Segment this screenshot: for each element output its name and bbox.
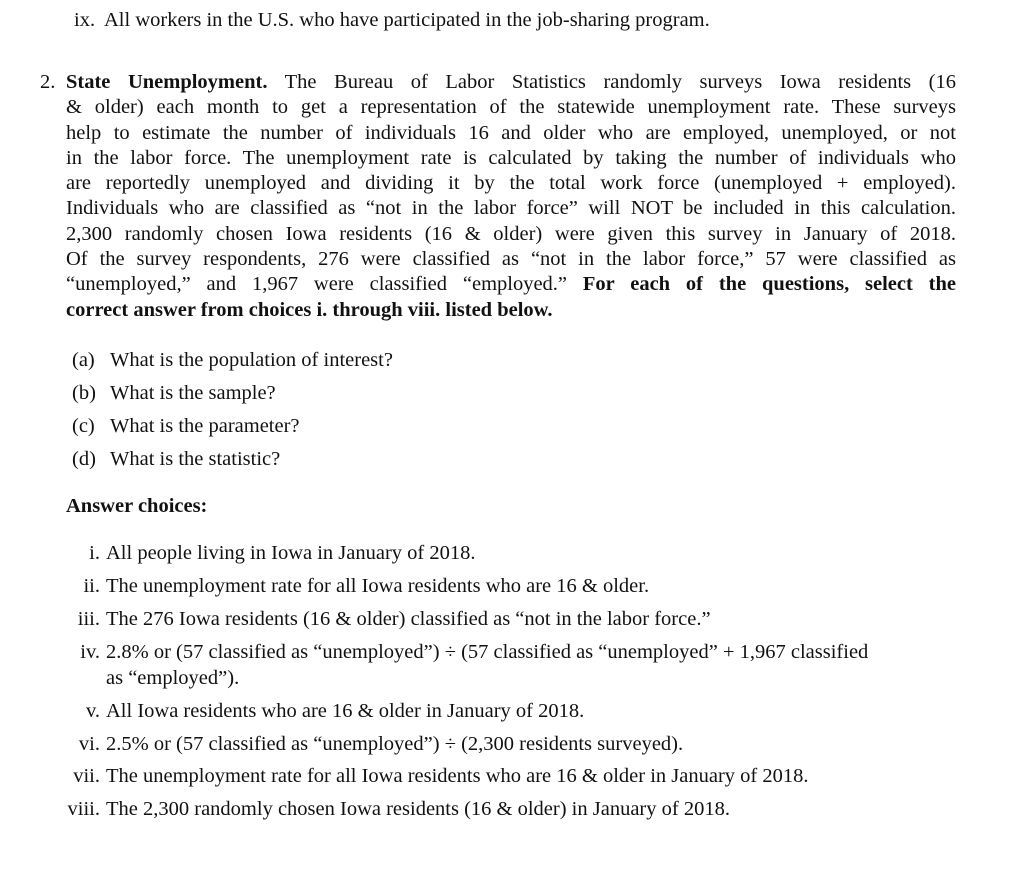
problem-line-2: & older) each month to get a representation of the statewide unemployment rate. These surveys: [66, 96, 956, 119]
answer-label-iv: iv.: [80, 641, 100, 663]
answer-text-vi: 2.5% or (57 classified as “unemployed”) ÷ (2,300 residents surveyed).: [106, 733, 684, 755]
problem-line-9: “unemployed,” and 1,967 were classified “employed.” For each of the questions, select the: [66, 273, 957, 296]
question-label-a: (a): [72, 349, 95, 371]
answer-text-i: All people living in Iowa in January of 2018.: [106, 542, 476, 564]
answer-label-i: i.: [89, 542, 100, 564]
answer-label-v: v.: [85, 700, 100, 722]
answer-text-viii: The 2,300 randomly chosen Iowa residents (16 & older) in January of 2018.: [106, 798, 730, 820]
problem-line-6: Individuals who are classified as “not in the labor force” will NOT be included in this calculation.: [66, 197, 956, 220]
question-text-c: What is the parameter?: [110, 415, 300, 437]
question-label-d: (d): [72, 448, 96, 470]
answer-label-iii: iii.: [77, 608, 100, 630]
instruction-bold-cont: correct answer from choices i. through viii. listed below.: [66, 298, 553, 321]
answer-text-v: All Iowa residents who are 16 & older in January of 2018.: [106, 700, 585, 722]
answer-label-vii: vii.: [73, 765, 100, 787]
problem-title: State Unemployment.: [66, 71, 268, 93]
answer-text-ii: The unemployment rate for all Iowa residents who are 16 & older.: [106, 575, 650, 597]
prev-item-label: ix.: [74, 9, 96, 31]
problem-line-5: are reportedly unemployed and dividing it by the total work force (unemployed + employed).: [66, 172, 956, 195]
question-text-d: What is the statistic?: [110, 448, 281, 470]
answer-text-iv-cont: as “employed”).: [106, 667, 240, 689]
answer-text-iv: 2.8% or (57 classified as “unemployed”) ÷ (57 classified as “unemployed” + 1,967 classified: [106, 641, 869, 663]
problem-line-3: help to estimate the number of individuals 16 and older who are employed, unemployed, or not: [66, 121, 956, 144]
question-label-c: (c): [72, 415, 95, 437]
question-label-b: (b): [72, 382, 96, 404]
answer-label-ii: ii.: [83, 575, 100, 597]
problem-line-10: [66, 298, 956, 323]
problem-paragraph: [66, 70, 956, 323]
question-text-a: What is the population of interest?: [110, 349, 393, 371]
answer-text-iii: The 276 Iowa residents (16 & older) classified as “not in the labor force.”: [106, 608, 711, 630]
problem-line-1: State Unemployment. The Bureau of Labor Statistics randomly surveys Iowa residents (16: [66, 71, 956, 93]
question-text-b: What is the sample?: [110, 382, 276, 404]
answer-label-viii: viii.: [67, 798, 100, 820]
problem-number: 2.: [40, 71, 56, 93]
answer-label-vi: vi.: [78, 733, 100, 755]
answer-text-vii: The unemployment rate for all Iowa residents who are 16 & older in January of 2018.: [106, 765, 809, 787]
instruction-bold: For each of the questions, select the: [582, 273, 957, 296]
problem-line-4: in the labor force. The unemployment rate is calculated by taking the number of individuals who: [66, 146, 956, 169]
answers-heading: Answer choices:: [66, 495, 208, 517]
prev-item-text: All workers in the U.S. who have participated in the job-sharing program.: [104, 9, 710, 31]
problem-line-7: 2,300 randomly chosen Iowa residents (16 & older) were given this survey in January of 2018.: [66, 222, 956, 245]
problem-line-8: Of the survey respondents, 276 were classified as “not in the labor force,” 57 were classified as: [66, 248, 956, 271]
